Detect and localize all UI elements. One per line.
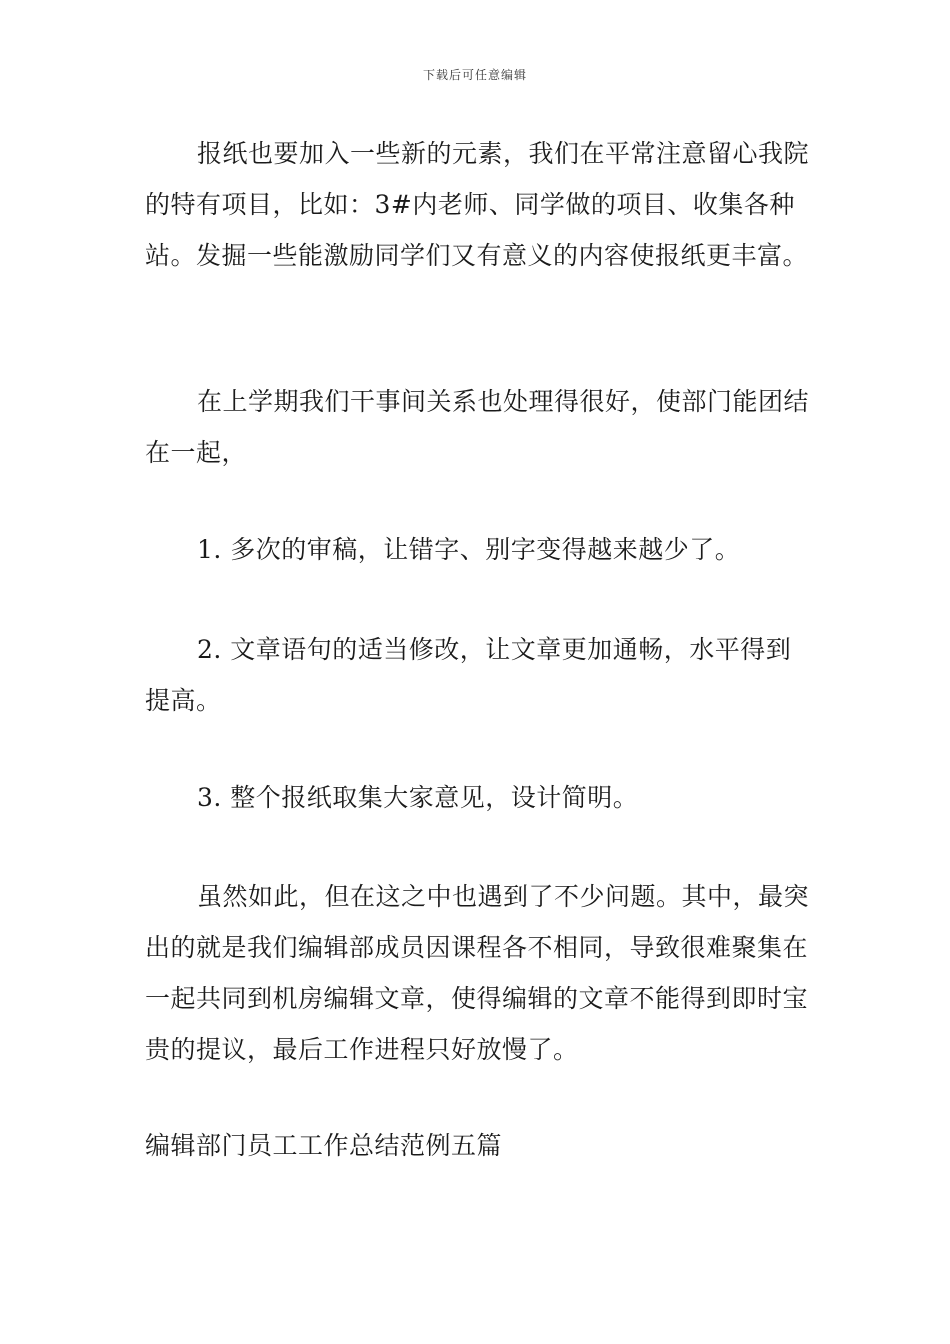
list-item-text: 2. 文章语句的适当修改，让文章更加通畅，水平得到提高。 [145, 635, 792, 715]
list-item-text: 3. 整个报纸取集大家意见，设计简明。 [197, 783, 639, 812]
paragraph-problems [145, 871, 815, 1075]
section-heading: 编辑部门员工工作总结范例五篇 [145, 1131, 503, 1160]
page-header-note: 下载后可任意编辑 [422, 68, 527, 82]
list-item-design [145, 772, 815, 823]
list-item-editing [145, 624, 815, 726]
paragraph-text: 虽然如此，但在这之中也遇到了不少问题。其中，最突出的就是我们编辑部成员因课程各不相同，导致很难聚集在一起共同到机房编辑文章，使得编辑的文章不能得到即时宝贵的提议，最后工作进程只好放慢了。 [145, 882, 810, 1064]
paragraph-new-elements [145, 128, 815, 281]
paragraph-text: 报纸也要加入一些新的元素，我们在平常注意留心我院的特有项目，比如：3#内老师、同学做的项目、收集各种站。发掘一些能激励同学们又有意义的内容使报纸更丰富。 [145, 139, 810, 270]
list-item-review [145, 524, 815, 575]
list-item-text: 1. 多次的审稿，让错字、别字变得越来越少了。 [197, 535, 741, 564]
paragraph-team-relations [145, 376, 815, 478]
paragraph-text: 在上学期我们干事间关系也处理得很好，使部门能团结在一起， [145, 387, 810, 467]
